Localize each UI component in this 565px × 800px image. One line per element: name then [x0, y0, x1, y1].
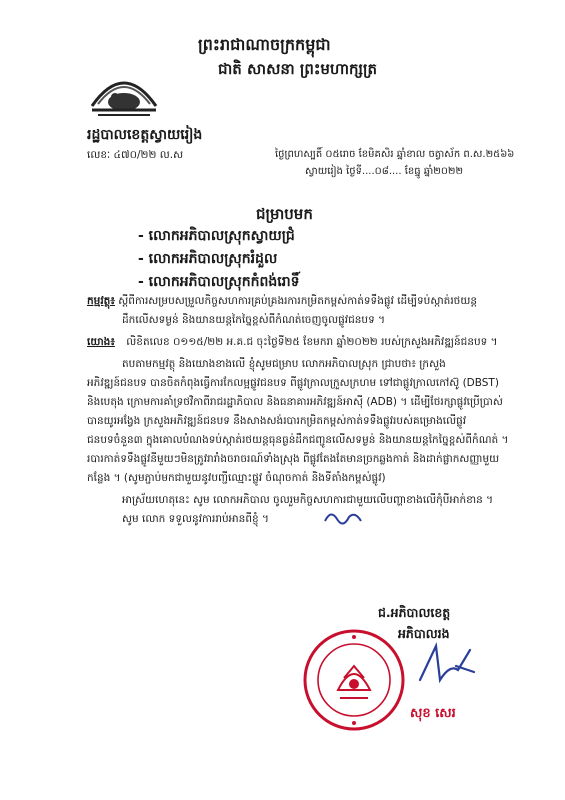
subject-line-1: ស្តីពីការសម្របសម្រួលកិច្ចសហការគ្រប់គ្រងរការកម្រិតកម្ពស់កាត់ទទឹងផ្លូវ ដើម្បីទប់ស្កាត់រថយន្ត: [118, 295, 477, 307]
recipient-1: - លោកអភិបាលស្រុកស្វាយជ្រំ: [138, 228, 295, 244]
reference-text: លិខិតលេខ ០១១៥/២២ អ.គ.ជ ចុះថ្ងៃទី២៥ ខែមករា ឆ្នាំ២០២២ របស់ក្រសួងអភិវឌ្ឍន៍ជនបទ ។: [126, 336, 498, 348]
closing-line-1: អាស្រ័យហេតុនេះ សូម លោកអភិបាល ចូលរួមកិច្ចសហការជាមួយលើបញ្ហាខាងលើកុំបីអាក់ខាន ។: [122, 494, 494, 506]
subject-label: កម្មវត្ថុ៖: [87, 295, 115, 307]
signer-title-2: អភិបាលរង: [398, 626, 450, 641]
recipient-3: - លោកអភិបាលស្រុកកំពង់រោទិ៍: [138, 274, 300, 290]
body-line-1: តបតាមកម្មវត្ថុ និងយោងខាងលើ ខ្ញុំសូមជម្រាប លោកអភិបាលស្រុក ជ្រាបថា៖ ក្រសួង: [122, 358, 446, 370]
body-line-5: ជនបទចំនួន៣ ក្នុងគោលបំណងទប់ស្កាត់រថយន្តធុនធ្ងន់ដឹកជញ្ជូនលើសទម្ងន់ និងយានយន្តកៃច្នៃខ្ពស់ពីកំណត់ ។: [87, 434, 509, 446]
reference-label: យោង៖: [87, 336, 115, 348]
subject-line-2: ដឹកលើសទម្ងន់ និងយានយន្តកៃច្នៃខ្ពស់ពីកំណត់ចេញចូលផ្លូវជនបទ ។: [122, 314, 386, 326]
solar-date-line: ស្វាយរៀង ថ្ងៃទី....០៨.... ខែធ្នូ ឆ្នាំ២០២២: [305, 166, 464, 177]
closing-line-2: សូម លោក ទទួលនូវការរាប់អានពីខ្ញុំ ។: [122, 513, 269, 525]
body-line-4: បានយូរអង្វែង ក្រសួងអភិវឌ្ឍន៍ជនបទ នឹងសាងសង់របារកម្រិតកម្ពស់កាត់ទទឹងផ្លូវរបស់គម្រោងលើផ្លូវ: [87, 415, 467, 427]
body-line-6: របារកាត់ទទឹងផ្លូវនីមួយៗមិនត្រូវរារាំងចរាចរណ៍ទាំងស្រុង ពីផ្លូវតែងតែមានច្រកឆ្លងកាត់ និងដាក់ផ្លាកសញ្ញាមួយ: [87, 453, 500, 465]
notice-title: ជម្រាបមក: [256, 205, 313, 223]
kingdom-title: ព្រះរាជាណាចក្រកម្ពុជា: [198, 35, 331, 54]
body-line-3: និងបេតុង ក្រោមការគាំទ្រថវិកាពីរាជរដ្ឋាភិបាល និងធនាគារអភិវឌ្ឍន៍អាស៊ី (ADB) ។ ដើម្បីថែរក្សាផ្លូវប្រើប្រាស់: [87, 396, 503, 408]
paraph-mark: [323, 507, 363, 533]
emblem-logo: [88, 66, 160, 120]
recipient-2: - លោកអភិបាលស្រុករំដួល: [138, 251, 278, 267]
reference-block: [87, 333, 498, 352]
subject-block: [87, 292, 512, 311]
authority-name: រដ្ឋបាលខេត្តស្វាយរៀង: [87, 127, 203, 143]
signer-name: សុខ សេរ: [410, 706, 456, 721]
signer-title-1: ជ.អភិបាលខេត្ត: [378, 605, 451, 620]
body-line-2: អភិវឌ្ឍន៍ជនបទ បានចិតកំពុងធ្វើការកែលម្អផ្លូវជនបទ ពីផ្លូវក្រាលក្រួសក្រហម ទៅជាផ្លូវក្រាលកៅស៊ូ (DBST): [87, 377, 499, 389]
official-seal: [302, 628, 406, 732]
lunar-date-line: ថ្ងៃព្រហស្បតិ៍ ០៥រោច ខែមិគសិរ ឆ្នាំខាល ចត្វាស័ក ព.ស.២៥៦៦: [275, 149, 515, 160]
national-motto: ជាតិ សាសនា ព្រះមហាក្សត្រ: [218, 60, 377, 78]
body-line-7: កន្លែង ។ (សូមភ្ជាប់មកជាមួយនូវបញ្ជីឈ្មោះផ្លូវ ចំណុចកាត់ និងទីតាំងកម្ពស់ផ្លូវ): [87, 472, 386, 484]
handwritten-signature: [410, 640, 480, 694]
reference-number: លេខៈ ៤៧០/២២ ល.ស: [87, 149, 184, 161]
